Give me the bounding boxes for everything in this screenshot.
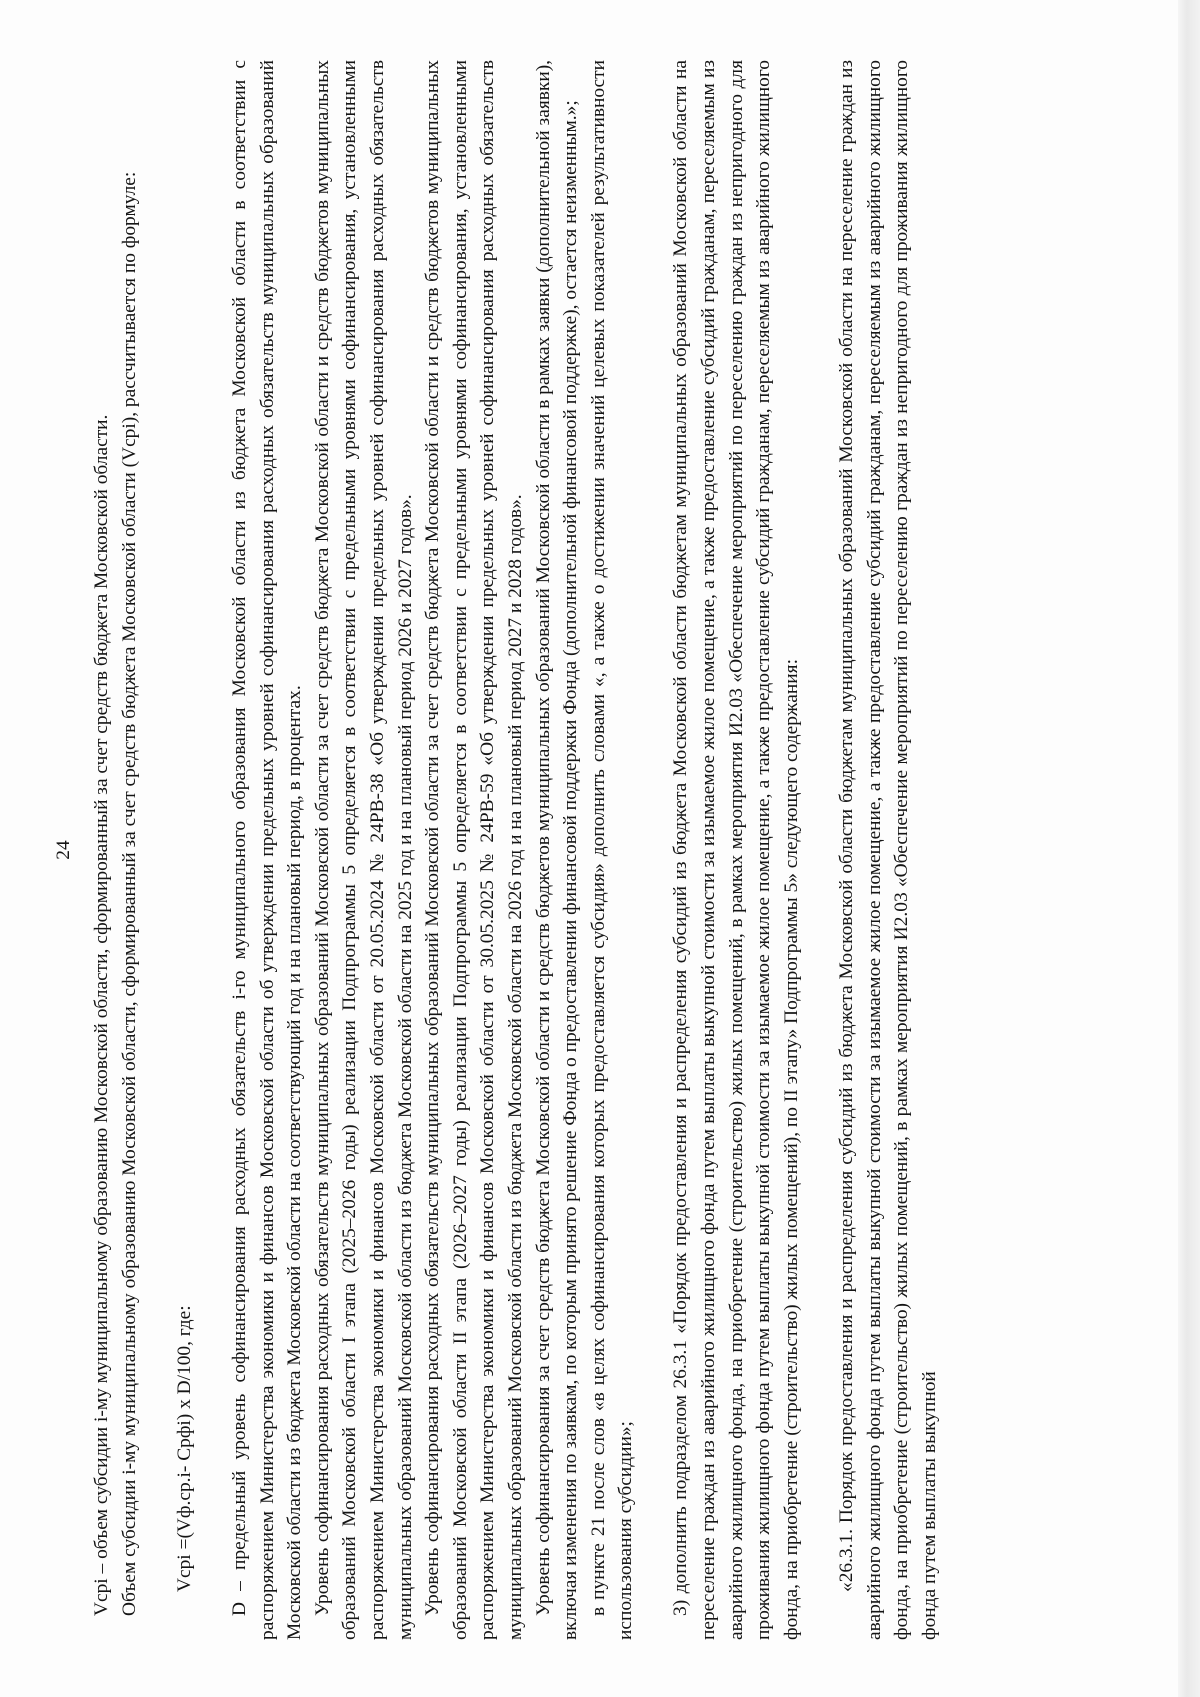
paragraph-item-3: 3) дополнить подразделом 26.3.1 «Порядок предоставления и распределения субсидий из бюджета Московской области бюджетам муниципальных образований Московской области на переселение граждан из аварийного жилищного фонда путем выплаты выкупной стоимости за изымаемое жилое помещение, а также предоставление субсидий гражданам, переселяемым из аварийного жилищного фонда, на приобретение (строительство) жилых помещений, в рамках мероприятия И2.03 «Обеспечение мероприятий по переселению граждан из непригодного для проживания жилищного фонда путем выплаты выкупной стоимости за изымаемое жилое помещение, а также предоставление субсидий гражданам, переселяемым из аварийного жилищного фонда, на приобретение (строительство) жилых помещений), по II этапу» Подпрограммы 5» следующего содержания: xyxy=(670,60,802,1640)
rotated-text-block xyxy=(40,60,1160,1640)
spacer xyxy=(805,60,833,1640)
formula: Vсрi =(Vф.ср.i- Срфi) х D/100, где: xyxy=(173,1305,195,1592)
paragraph-definition-d: D – предельный уровень софинансирования расходных обязательств i-го муниципального образования Московской области из бюджета Московской области в соответствии с распоряжением Министерства экономики и финансов Московской области об утверждении предельных уровней софинансирования расходных обязательств муниципальных образований Московской области из бюджета Московской области на соответствующий год и на плановый период, в процентах. xyxy=(228,60,306,1640)
paragraph-cofinancing-level: Уровень софинансирования за счет средств бюджета Московской области и средств бюджетов муниципальных образований Московской области в рамках заявки (дополнительной заявки), включая изменения по заявкам, по которым принято решение Фонда о предоставлении финансовой поддержки Фонда (дополнительной финансовой поддержке), остается неизменным.»; xyxy=(532,60,582,1640)
paragraph-definition-vcpi: Vсрi – объем субсидии i-му муниципальному образованию Московской области, сформированный за счет средств бюджета Московской области. xyxy=(91,414,112,1616)
spacer xyxy=(198,60,226,1640)
page-number: 24 xyxy=(53,840,74,860)
paragraph-formula-intro: Объем субсидии i-му муниципальному образованию Московской области, сформированный за счет средств бюджета Московской области (Vсрi), рассчитывается по формуле: xyxy=(118,171,140,1616)
scan-edge xyxy=(1178,0,1200,1697)
paragraph-item-21: в пункте 21 после слов «в целях софинансирования которых предоставляется субсидия» дополнить словами «, а также о достижении значений целевых показателей результативности использования субсидии»; xyxy=(587,60,637,1640)
paragraph-section-26-3-1: «26.3.1. Порядок предоставления и распределения субсидий из бюджета Московской области бюджетам муниципальных образований Московской области на переселение граждан из аварийного жилищного фонда путем выплаты выкупной стоимости за изымаемое жилое помещение, а также предоставление субсидий гражданам, переселяемым из аварийного жилищного фонда, на приобретение (строительство) жилых помещений, в рамках мероприятия И2.03 «Обеспечение мероприятий по переселению граждан из непригодного для проживания жилищного фонда путем выплаты выкупной xyxy=(836,60,940,1640)
spacer xyxy=(143,60,171,1640)
spacer xyxy=(640,60,668,1640)
paragraph-stage-one: Уровень софинансирования расходных обязательств муниципальных образований Московской области за счет средств бюджета Московской области и средств бюджетов муниципальных образований Московской области I этапа (2025–2026 годы) реализации Подпрограммы 5 определяется в соответствии с предельными уровнями софинансирования, установленными распоряжением Министерства экономики и финансов Московской области от 20.05.2024 № 24РВ-38 «Об утверждении предельных уровней софинансирования расходных обязательств муниципальных образований Московской области из бюджета Московской области на 2025 год и на плановый период 2026 и 2027 годов». xyxy=(311,60,416,1640)
paragraph-stage-two: Уровень софинансирования расходных обязательств муниципальных образований Московской области за счет средств бюджета Московской области и средств бюджетов муниципальных образований Московской области II этапа (2026–2027 годы) реализации Подпрограммы 5 определяется в соответствии с предельными уровнями софинансирования, установленными распоряжением Министерства экономики и финансов Московской области от 30.05.2025 № 24РВ-59 «Об утверждении предельных уровней софинансирования расходных обязательств муниципальных образований Московской области из бюджета Московской области на 2026 год и на плановый период 2027 и 2028 годов». xyxy=(422,60,526,1640)
